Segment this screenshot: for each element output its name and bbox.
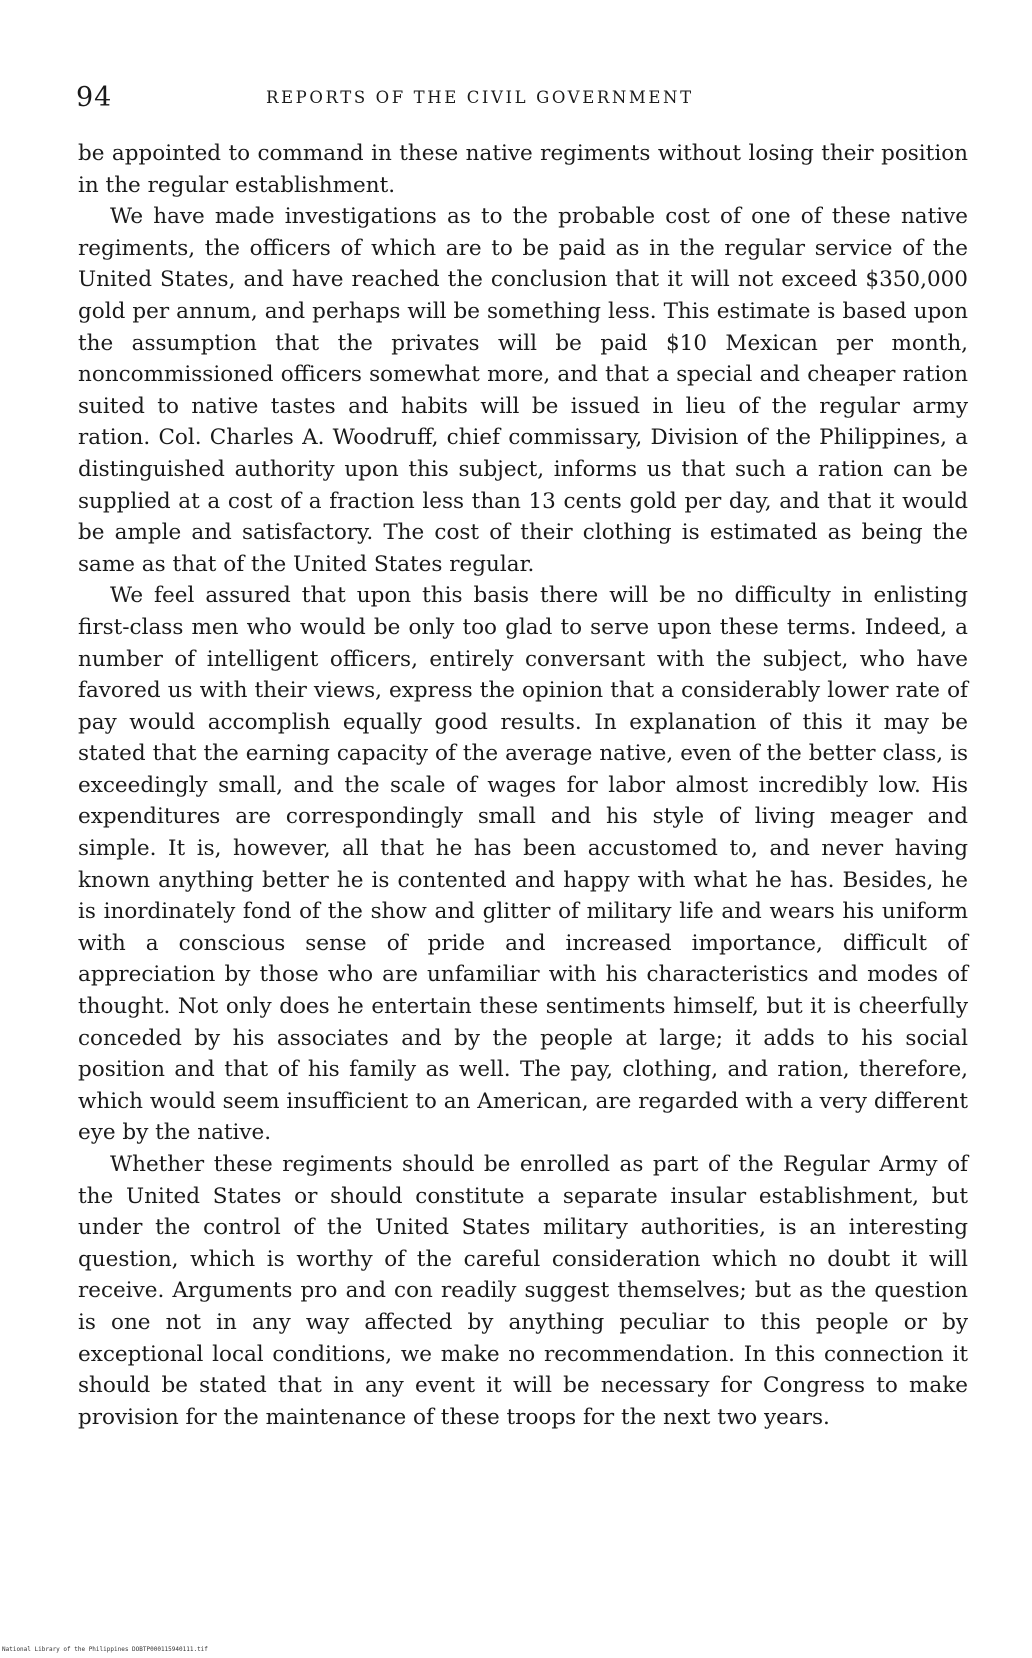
page-header	[76, 78, 976, 118]
paragraph-enlistment: We feel assured that upon this basis there will be no difficulty in enlisting first-class men who would be only too glad to serve upon these terms. Indeed, a number of intelligent officers, entirely conversant with the subject, who have favored us with their views, express the opinion that a considerably lower rate of pay would accomplish equally good results. In explanation of this it may be stated that the earning capacity of the average native, even of the better class, is exceedingly small, and the scale of wages for labor almost incredibly low. His expenditures are correspondingly small and his style of living meager and simple. It is, however, all that he has been accustomed to, and never having known anything better he is contented and happy with what he has. Besides, he is inordinately fond of the show and glitter of military life and wears his uniform with a conscious sense of pride and increased importance, difficult of appreciation by those who are unfamiliar with his characteristics and modes of thought. Not only does he entertain these sentiments himself, but it is cheerfully conceded by his associates and by the people at large; it adds to his social position and that of his family as well. The pay, clothing, and ration, therefore, which would seem insufficient to an American, are regarded with a very different eye by the native.	[78, 583, 968, 1146]
paragraph-cost-estimate: We have made investigations as to the probable cost of one of these native regiments, the officers of which are to be paid as in the regular service of the United States, and have reached the conclusion that it will not exceed $350,000 gold per annum, and perhaps will be something less. This estimate is based upon the assumption that the privates will be paid $10 Mexican per month, noncommissioned officers somewhat more, and that a special and cheaper ration suited to native tastes and habits will be issued in lieu of the regular army ration. Col. Charles A. Woodruff, chief commissary, Division of the Philippines, a distinguished authority upon this subject, informs us that such a ration can be supplied at a cost of a fraction less than 13 cents gold per day, and that it would be ample and satisfactory. The cost of their clothing is estimated as being the same as that of the United States regular.	[78, 204, 968, 577]
paragraph-continuation: be appointed to command in these native regiments without losing their position in the regular establishment.	[78, 141, 968, 198]
scan-footer-stamp: National Library of the Philippines DOBTP000115940111.tif	[2, 1646, 208, 1653]
paragraph-regular-army: Whether these regiments should be enrolled as part of the Regular Army of the United States or should constitute a separate insular establishment, but under the control of the United States military authorities, is an interesting question, which is worthy of the careful consideration which no doubt it will receive. Arguments pro and con readily suggest themselves; but as the question is one not in any way affected by anything peculiar to this people or by exceptional local conditions, we make no recommendation. In this connection it should be stated that in any event it will be necessary for Congress to make provision for the maintenance of these troops for the next two years.	[78, 1152, 968, 1430]
page-number: 94	[76, 82, 113, 113]
page-body	[78, 138, 968, 1433]
running-head: REPORTS OF THE CIVIL GOVERNMENT	[266, 88, 694, 107]
